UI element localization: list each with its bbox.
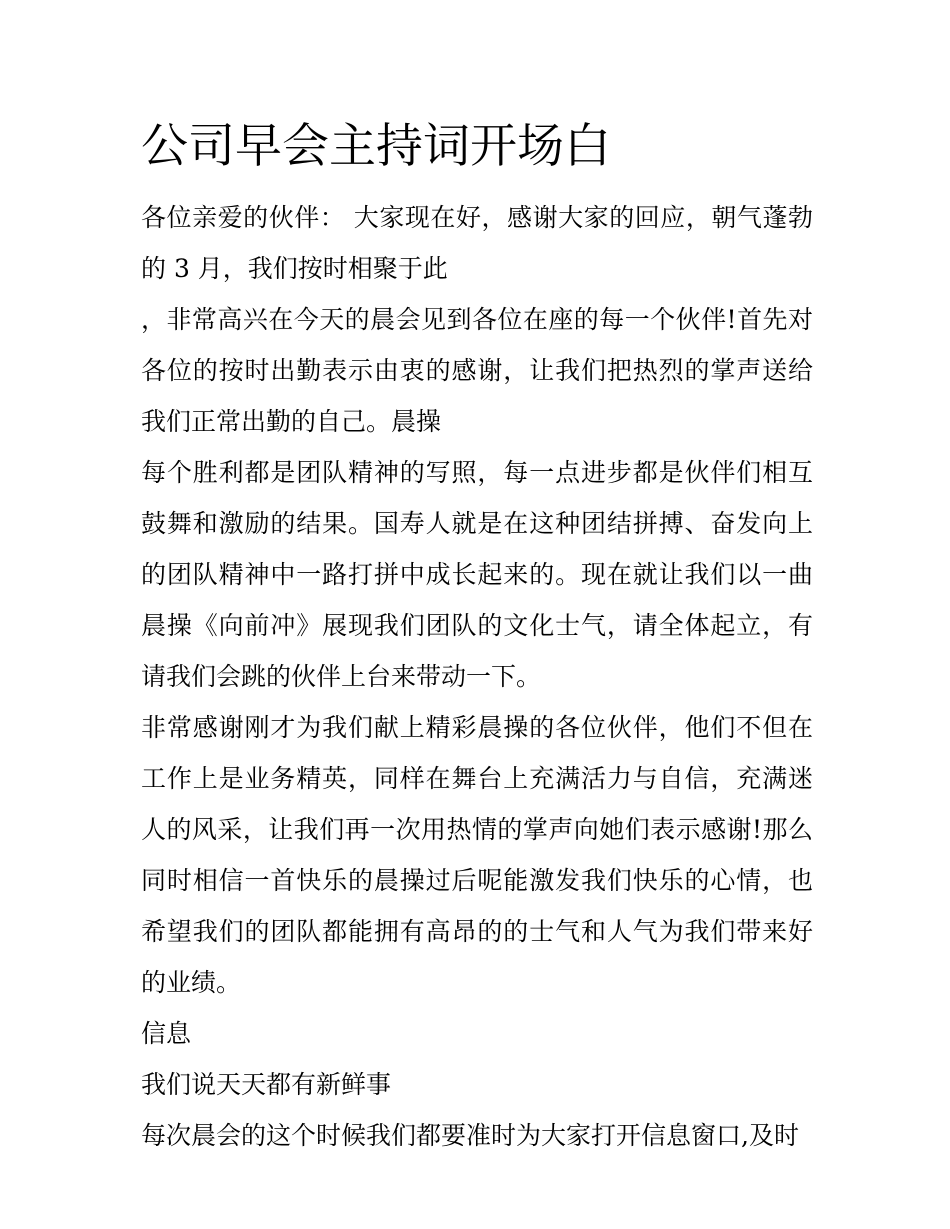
document-title: 公司早会主持词开场白 — [141, 119, 611, 174]
document-page — [141, 112, 813, 1161]
paragraph-morning-exercise: 每个胜利都是团队精神的写照，每一点进步都是伙伴们相互鼓舞和激励的结果。国寿人就是在这种团结拼搏、奋发向上的团队精神中一路打拼中成长起来的。现在就让我们以一曲晨操《向前冲》展现我们团队的文化士气，请全体起立，有请我们会跳的伙伴上台来带动一下。 — [141, 458, 813, 691]
paragraph-news: 我们说天天都有新鲜事 — [141, 1070, 392, 1099]
paragraph-info-window: 每次晨会的这个时候我们都要准时为大家打开信息窗口,及时 — [141, 1121, 799, 1150]
paragraph-section-info: 信息 — [141, 1019, 192, 1048]
paragraph-appreciation: 非常感谢刚才为我们献上精彩晨操的各位伙伴，他们不但在工作上是业务精英，同样在舞台上充满活力与自信，充满迷人的风采，让我们再一次用热情的掌声向她们表示感谢!那么同时相信一首快乐的晨操过后呢能激发我们快乐的心情，也希望我们的团队都能拥有高昂的的士气和人气为我们带来好的业绩。 — [141, 713, 813, 997]
paragraph-thanks: ，非常高兴在今天的晨会见到各位在座的每一个伙伴!首先对各位的按时出勤表示由衷的感谢，让我们把热烈的掌声送给我们正常出勤的自己。晨操 — [141, 305, 813, 436]
paragraph-greeting: 各位亲爱的伙伴： 大家现在好，感谢大家的回应，朝气蓬勃的 3 月，我们按时相聚于此 — [141, 203, 813, 283]
